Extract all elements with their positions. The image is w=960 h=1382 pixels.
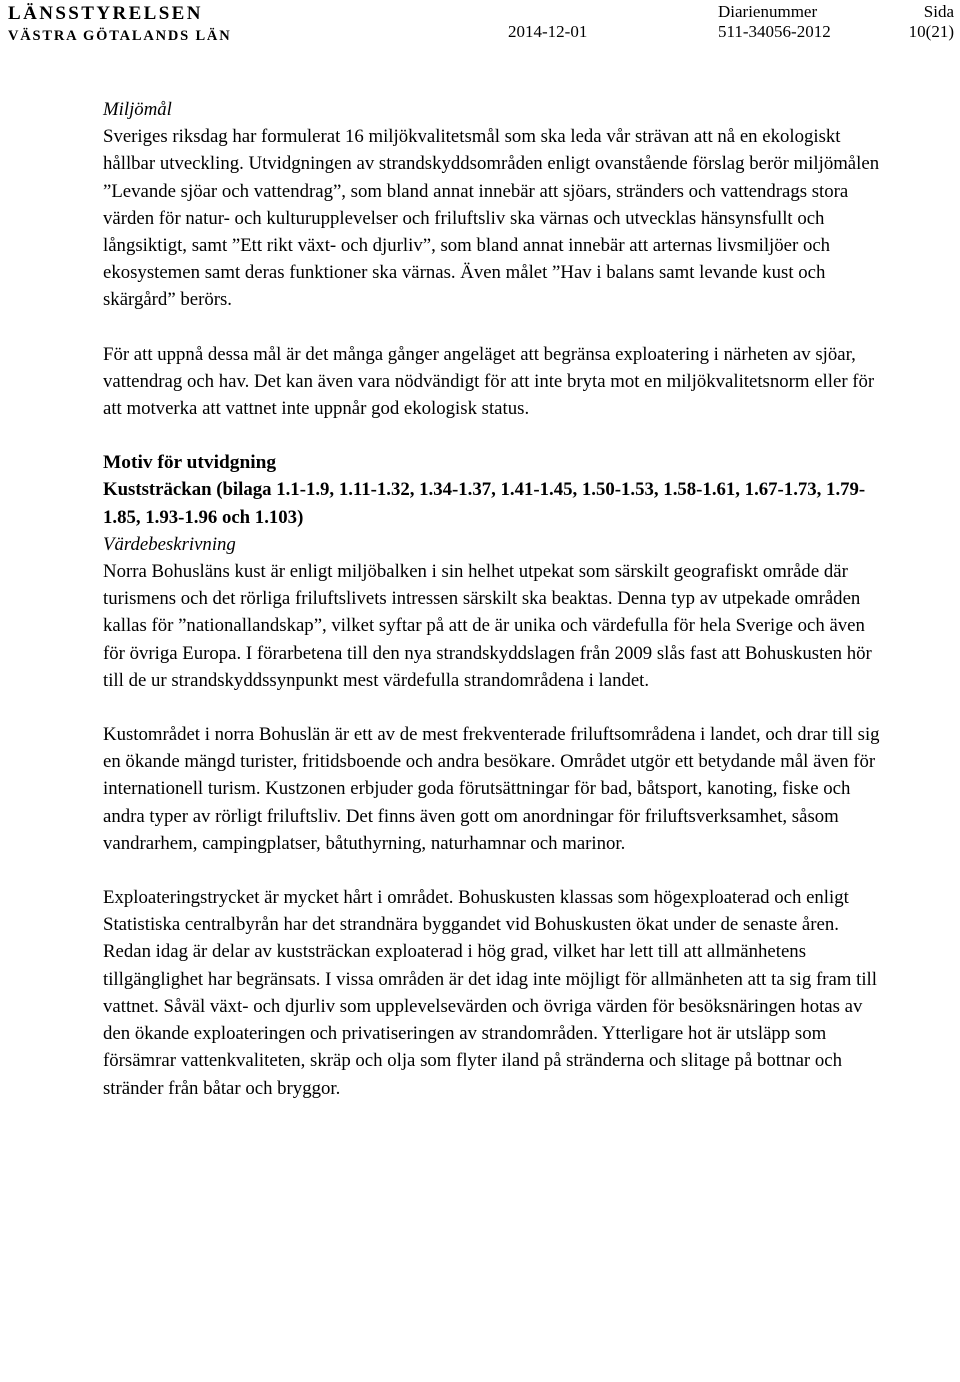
page-number: 10(21) (908, 22, 954, 41)
paragraph-begransa: För att uppnå dessa mål är det många gånger angeläget att begränsa exploatering i närheten av sjöar, vattendrag och hav. Det kan även vara nödvändigt för att inte bryta mot en miljökvalitetsnorm eller för att motverka att vattnet inte uppnår god ekologisk status. (103, 343, 875, 420)
document-date: 2014-12-01 (508, 22, 588, 41)
agency-logo (8, 4, 231, 44)
paragraph-vardebeskrivning: Norra Bohusläns kust är enligt miljöbalken i sin helhet utpekat som särskilt geografiskt område där turismens och det rörliga friluftslivets intressen särskilt ska beaktas. Denna typ av utpekade områden kallas för ”nationallandskap”, vilket syftar på att de är unika och värdefulla för hela Sverige och även för övriga Europa. I förarbetena till den nya strandskyddslagen från 2009 slås fast att Bohuskusten hör till de ur strandskyddssynpunkt mest värdefulla strandområdena i landet. (103, 561, 872, 691)
paragraph-miljomal: Sveriges riksdag har formulerat 16 miljökvalitetsmål som ska leda vår strävan att nå en ekologiskt hållbar utveckling. Utvidgningen av strandskyddsområden enligt ovanstående förslag berör miljömålen ”Levande sjöar och vattendrag”, som bland annat innebär att sjöars, stränders och vattendrags stora värden för natur- och kulturupplevelser och friluftsliv ska värnas och utvecklas hänsynsfullt och långsiktigt, samt ”Ett rikt växt- och djurliv”, som bland annat innebär att arternas livsmiljöer och ekosystemen samt deras funktioner ska värnas. Även målet ”Hav i balans samt levande kust och skärgård” berörs. (103, 126, 880, 311)
diarienummer-label: Diarienummer (718, 2, 818, 21)
page-label: Sida (923, 2, 954, 21)
paragraph-exploateringstryck: Exploateringstrycket är mycket hårt i området. Bohuskusten klassas som högexploaterad och enligt Statistiska centralbyrån har det strandnära byggandet vid Bohuskusten ökat under de senaste åren. Redan idag är delar av kuststräckan exploaterad i hög grad, vilket har lett till att allmänhetens tillgänglighet har begränsats. I vissa områden är det idag inte möjligt för allmänheten att ta sig fram till vattnet. Såväl växt- och djurliv som upplevelsevärden och övriga värden för besöksnäringen hotas av den ökande exploateringen och privatiseringen av strandområden. Ytterligare hot är utsläpp som försämrar vattenkvaliteten, skräp och olja som flyter iland på stränderna och slitage på bottnar och stränder från båtar och bryggor. (103, 887, 877, 1099)
sub-heading: Kuststräckan (bilaga 1.1-1.9, 1.11-1.32, 1.34-1.37, 1.41-1.45, 1.50-1.53, 1.58-1.61, 1.67-1.73, 1.79-1.85, 1.93-1.96 och 1.103) (103, 479, 866, 528)
document-body (103, 96, 883, 1102)
sub-label: Värdebeskrivning (103, 533, 236, 555)
logo-line-1: LÄNSSTYRELSEN (8, 3, 203, 24)
section-title: Miljömål (103, 99, 172, 120)
section-heading: Motiv för utvidgning (103, 452, 277, 474)
paragraph-kustomradet: Kustområdet i norra Bohuslän är ett av de mest frekventerade friluftsområdena i landet, och drar till sig en ökande mängd turister, fritidsboende och andra besökare. Området utgör ett betydande mål även för internationell turism. Kustzonen erbjuder goda förutsättningar för bad, båtsport, kanoting, fiske och andra typer av rörligt friluftsliv. Det finns även gott om anordningar för friluftsverksamhet, såsom vandrarhem, campingplatser, båtuthyrning, naturhamnar och marinor. (103, 724, 880, 854)
diarienummer-value: 511-34056-2012 (718, 22, 831, 41)
logo-line-2: VÄSTRA GÖTALANDS LÄN (8, 28, 232, 44)
